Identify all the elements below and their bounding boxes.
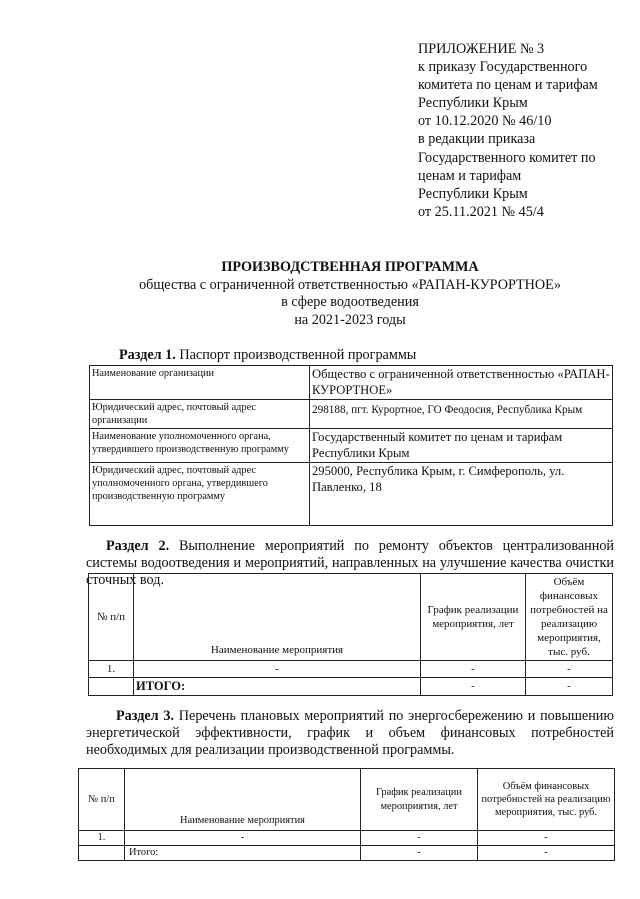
section1-title: Паспорт производственной программы <box>175 347 417 363</box>
document-subtitle: общества с ограниченной ответственностью «РАПАН-КУРОРТНОЕ» <box>139 276 561 293</box>
passport-label: Наименование уполномоченного органа, утвердившего производственную программу <box>90 429 310 463</box>
table-cell: - <box>134 661 421 678</box>
section3-label: Раздел 3. <box>116 708 175 724</box>
section3-table <box>78 768 615 861</box>
table-row <box>90 400 613 429</box>
passport-table <box>89 365 613 526</box>
appendix-line: Республики Крым <box>418 95 528 112</box>
table-total-row <box>79 846 615 861</box>
total-label: Итого: <box>125 846 361 861</box>
document-subtitle: на 2021-2023 годы <box>294 311 406 328</box>
section3-title: Перечень плановых мероприятий по энергосбережению и повышению энергетической эффективности, график и объем финансовых потребностей необходимых для реализации производственной программы. <box>86 708 614 758</box>
appendix-line: ценам и тарифам <box>418 167 522 184</box>
passport-value: Общество с ограниченной ответственностью «РАПАН-КУРОРТНОЕ» <box>310 366 613 400</box>
appendix-line: Республики Крым <box>418 185 528 202</box>
passport-value: 298188, пгт. Курортное, ГО Феодосия, Республика Крым <box>310 400 613 429</box>
table-total-row <box>89 678 613 696</box>
table-row <box>90 429 613 463</box>
appendix-line: Государственного комитет по <box>418 149 596 166</box>
table-cell: - <box>361 846 478 861</box>
section2-label: Раздел 2. <box>106 538 170 554</box>
appendix-line: ПРИЛОЖЕНИЕ № 3 <box>418 41 545 57</box>
table-cell: 1. <box>79 831 125 846</box>
document-title: ПРОИЗВОДСТВЕННАЯ ПРОГРАММА <box>221 259 479 275</box>
column-header: № п/п <box>89 574 134 661</box>
table-cell: - <box>125 831 361 846</box>
passport-value: Государственный комитет по ценам и тарифам Республики Крым <box>310 429 613 463</box>
section2-table <box>88 573 613 696</box>
section2-title: Выполнение мероприятий по ремонту объектов централизованной системы водоотведения и мероприятий, направленных на улучшение качества очистки сточных вод. <box>86 538 615 588</box>
column-header: График реализации мероприятия, лет <box>361 769 478 831</box>
passport-label: Юридический адрес, почтовый адрес уполномоченного органа, утвердившего производственную программу <box>90 463 310 526</box>
table-header-row <box>89 574 613 661</box>
appendix-line: от 25.11.2021 № 45/4 <box>418 203 544 220</box>
table-row <box>79 831 615 846</box>
column-header: Наименование мероприятия <box>125 769 361 831</box>
appendix-line: в редакции приказа <box>418 131 536 148</box>
passport-label: Юридический адрес, почтовый адрес организации <box>90 400 310 429</box>
table-cell: 1. <box>89 661 134 678</box>
table-cell: - <box>526 678 613 696</box>
table-row <box>90 463 613 526</box>
table-cell: - <box>478 846 615 861</box>
table-cell: - <box>478 831 615 846</box>
section3-heading <box>86 708 614 759</box>
table-cell: - <box>421 661 526 678</box>
total-label: ИТОГО: <box>134 678 421 696</box>
table-cell: - <box>526 661 613 678</box>
table-cell <box>79 846 125 861</box>
column-header: Объём финансовых потребностей на реализацию мероприятия, тыс. руб. <box>526 574 613 661</box>
table-row <box>90 366 613 400</box>
section1-label: Раздел 1. <box>119 347 176 363</box>
passport-value: 295000, Республика Крым, г. Симферополь, ул. Павленко, 18 <box>310 463 613 526</box>
appendix-block <box>418 40 628 221</box>
table-header-row <box>79 769 615 831</box>
appendix-line: от 10.12.2020 № 46/10 <box>418 113 552 130</box>
table-cell: - <box>421 678 526 696</box>
document-title-block <box>0 259 640 329</box>
section1-heading <box>119 347 416 364</box>
document-subtitle: в сфере водоотведения <box>281 294 419 310</box>
table-row <box>89 661 613 678</box>
column-header: График реализации мероприятия, лет <box>421 574 526 661</box>
column-header: Наименование мероприятия <box>134 574 421 661</box>
table-cell: - <box>361 831 478 846</box>
appendix-line: к приказу Государственного <box>418 59 588 76</box>
column-header: № п/п <box>79 769 125 831</box>
appendix-line: комитета по ценам и тарифам <box>418 77 598 94</box>
passport-label: Наименование организации <box>90 366 310 400</box>
column-header: Объём финансовых потребностей на реализацию мероприятия, тыс. руб. <box>478 769 615 831</box>
table-cell <box>89 678 134 696</box>
